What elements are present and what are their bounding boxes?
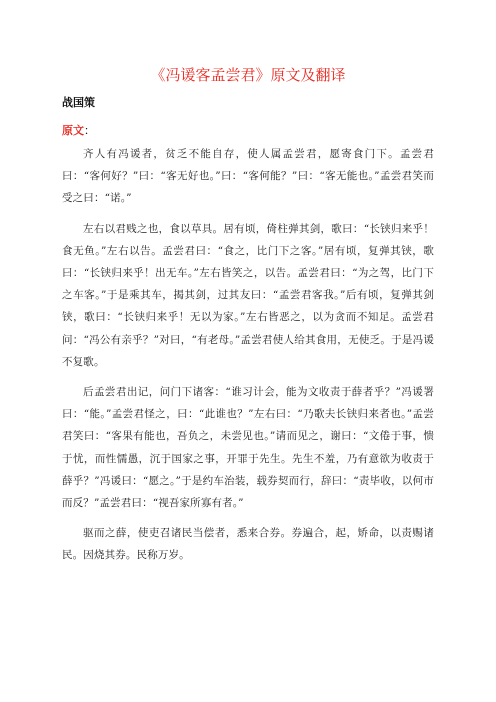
original-text-body [62,143,434,575]
paragraph-2: 左右以君贱之也，食以草具。居有顷，倚柱弹其剑，歌曰：“长铗归来乎！食无鱼。”左右以告。孟尝君曰：“食之，比门下之客。”居有顷，复弹其铗，歌曰：“长铗归来乎！出无车。”左右皆笑之，以告。孟尝君曰：“为之驾，比门下之车客。”于是乘其车，揭其剑，过其友曰：“孟尝君客我。”后有顷，复弹其剑铗，歌曰：“长铗归来乎！无以为家。”左右皆恶之，以为贪而不知足。孟尝君问：“冯公有亲乎？”对曰，“有老母。”孟尝君使人给其食用，无使乏。于是冯谖不复歌。 [62,222,434,368]
section-label-text: 原文 [62,124,84,137]
source-label: 战国策 [62,96,95,109]
paragraph-4: 驱而之薛，使吏召诸民当偿者，悉来合券。券遍合，起，矫命，以责赐诸民。因烧其券。民称万岁。 [62,527,434,562]
document-title: 《冯谖客孟尝君》原文及翻译 [150,66,346,84]
section-label-original-text [62,123,95,139]
paragraph-1: 齐人有冯谖者，贫乏不能自存，使人属孟尝君，愿寄食门下。孟尝君曰：“客何好？”曰：“客无好也。”曰：“客何能？”曰：“客无能也。”孟尝君笑而受之曰：“诺。” [62,148,434,205]
paragraph-3: 后孟尝君出记，问门下诸客：“谁习计会，能为文收责于薛者乎？”冯谖署曰：“能。”孟尝君怪之，曰：“此谁也？”左右曰：“乃歌夫长铗归来者也。”孟尝君笑曰：“客果有能也，吾负之，未尝见也。”请而见之，谢曰：“文倦于事，愦于忧，而性懦愚，沉于国家之事，开罪于先生。先生不羞，乃有意欲为收责于薛乎？”冯谖曰：“愿之。”于是约车治装，载券契而行，辞曰：“责毕收，以何市而反？”孟尝君曰：“视吾家所寡有者。” [62,386,434,510]
section-label-colon: ： [84,124,95,137]
